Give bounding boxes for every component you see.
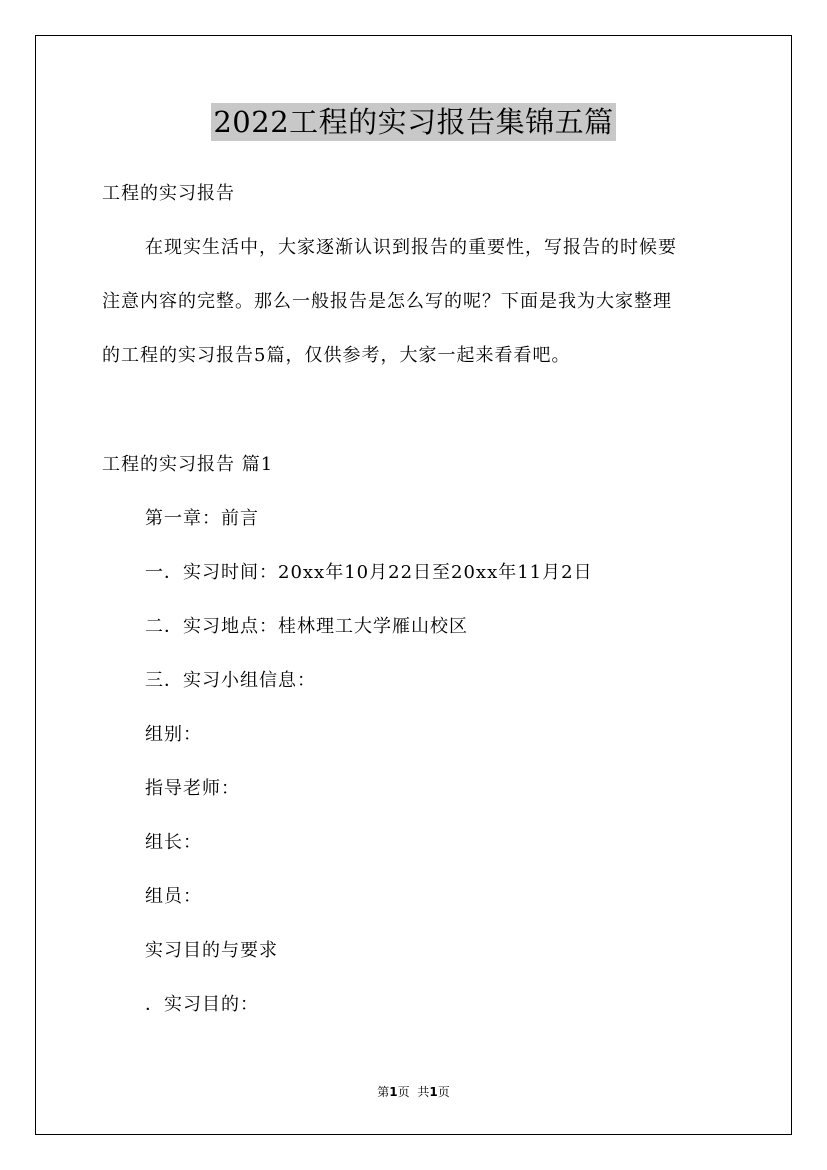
footer-page-number: 1 (389, 1085, 398, 1099)
section1-line: 一．实习时间：20xx年10月22日至20xx年11月2日 (145, 562, 593, 583)
footer-page-suffix: 页 (397, 1085, 410, 1099)
section1-line: 组员： (145, 886, 202, 907)
section1-line: ．实习目的： (145, 994, 259, 1015)
footer-total-suffix: 页 (437, 1085, 450, 1099)
footer-total-number: 1 (429, 1085, 438, 1099)
page-footer (0, 1084, 827, 1100)
section1-line: 实习目的与要求 (145, 940, 278, 961)
document-title: 2022工程的实习报告集锦五篇 (213, 105, 614, 139)
intro-paragraph-line-2: 注意内容的完整。那么一般报告是怎么写的呢？下面是我为大家整理 (102, 291, 672, 312)
intro-paragraph-line-3: 的工程的实习报告5篇，仅供参考，大家一起来看看吧。 (102, 345, 571, 366)
intro-paragraph-line-1: 在现实生活中，大家逐渐认识到报告的重要性，写报告的时候要 (145, 237, 677, 258)
section1-line: 组别： (145, 724, 202, 745)
section1-heading: 工程的实习报告 篇1 (102, 454, 274, 475)
section1-line: 组长： (145, 832, 202, 853)
section1-line: 二．实习地点：桂林理工大学雁山校区 (145, 616, 468, 637)
section1-line: 第一章：前言 (145, 508, 259, 529)
intro-heading: 工程的实习报告 (102, 183, 235, 204)
footer-total-prefix: 共 (417, 1085, 430, 1099)
section1-line: 三．实习小组信息： (145, 670, 316, 691)
section1-line: 指导老师： (145, 778, 240, 799)
title-container (0, 103, 827, 141)
footer-page-prefix: 第 (377, 1085, 390, 1099)
